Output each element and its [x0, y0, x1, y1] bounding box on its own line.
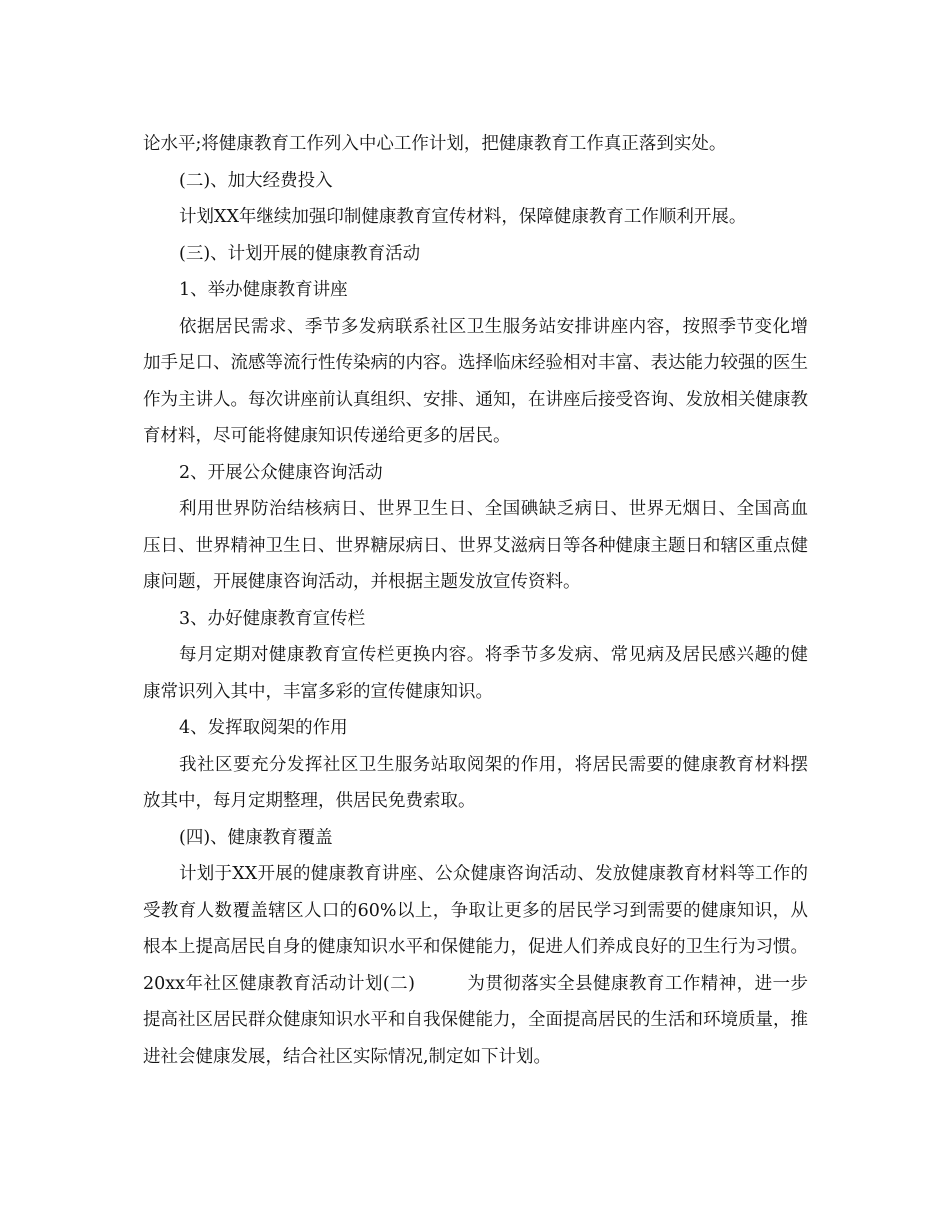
paragraph-lectures: 依据居民需求、季节多发病联系社区卫生服务站安排讲座内容，按照季节变化增加手足口、流感等流行性传染病的内容。选择临床经验相对丰富、表达能力较强的医生作为主讲人。每次讲座前认真组织、安排、通知，在讲座后接受咨询、发放相关健康教育材料，尽可能将健康知识传递给更多的居民。 [143, 316, 808, 446]
heading-activities: (三)、计划开展的健康教育活动 [179, 243, 421, 264]
paragraph-continuation: 论水平;将健康教育工作列入中心工作计划，把健康教育工作真正落到实处。 [143, 134, 727, 154]
heading-bulletin: 3、办好健康教育宣传栏 [179, 608, 366, 629]
document-body [143, 126, 808, 1075]
section-two-body: 为贯彻落实全县健康教育工作精神，进一步提高社区居民群众健康知识水平和自我保健能力，全面提高居民的生活和环境质量，推进社会健康发展，结合社区实际情况,制定如下计划。 [143, 973, 808, 1067]
paragraph-rack: 我社区要充分发挥社区卫生服务站取阅架的作用，将居民需要的健康教育材料摆放其中，每月定期整理，供居民免费索取。 [143, 754, 808, 811]
heading-coverage: (四)、健康教育覆盖 [179, 827, 333, 848]
paragraph-coverage: 计划于XX开展的健康教育讲座、公众健康咨询活动、发放健康教育材料等工作的受教育人数覆盖辖区人口的60%以上，争取让更多的居民学习到需要的健康知识，从根本上提高居民自身的健康知识水平和保健能力，促进人们养成良好的卫生行为习惯。 [143, 864, 808, 957]
heading-lectures: 1、举办健康教育讲座 [179, 280, 348, 300]
paragraph-funding: 计划XX年继续加强印制健康教育宣传材料，保障健康教育工作顺利开展。 [179, 207, 747, 227]
paragraph-bulletin: 每月定期对健康教育宣传栏更换内容。将季节多发病、常见病及居民感兴趣的健康常识列入其中，丰富多彩的宣传健康知识。 [143, 645, 808, 702]
heading-rack: 4、发挥取阅架的作用 [179, 718, 348, 738]
section-two-title: 20xx年社区健康教育活动计划(二) [143, 973, 415, 994]
section-two-paragraph [143, 966, 808, 1076]
paragraph-consultation: 利用世界防治结核病日、世界卫生日、全国碘缺乏病日、世界无烟日、全国高血压日、世界精神卫生日、世界糖尿病日、世界艾滋病日等各种健康主题日和辖区重点健康问题，开展健康咨询活动，并根据主题发放宣传资料。 [143, 499, 808, 592]
heading-funding: (二)、加大经费投入 [179, 170, 333, 191]
heading-consultation: 2、开展公众健康咨询活动 [179, 462, 383, 483]
